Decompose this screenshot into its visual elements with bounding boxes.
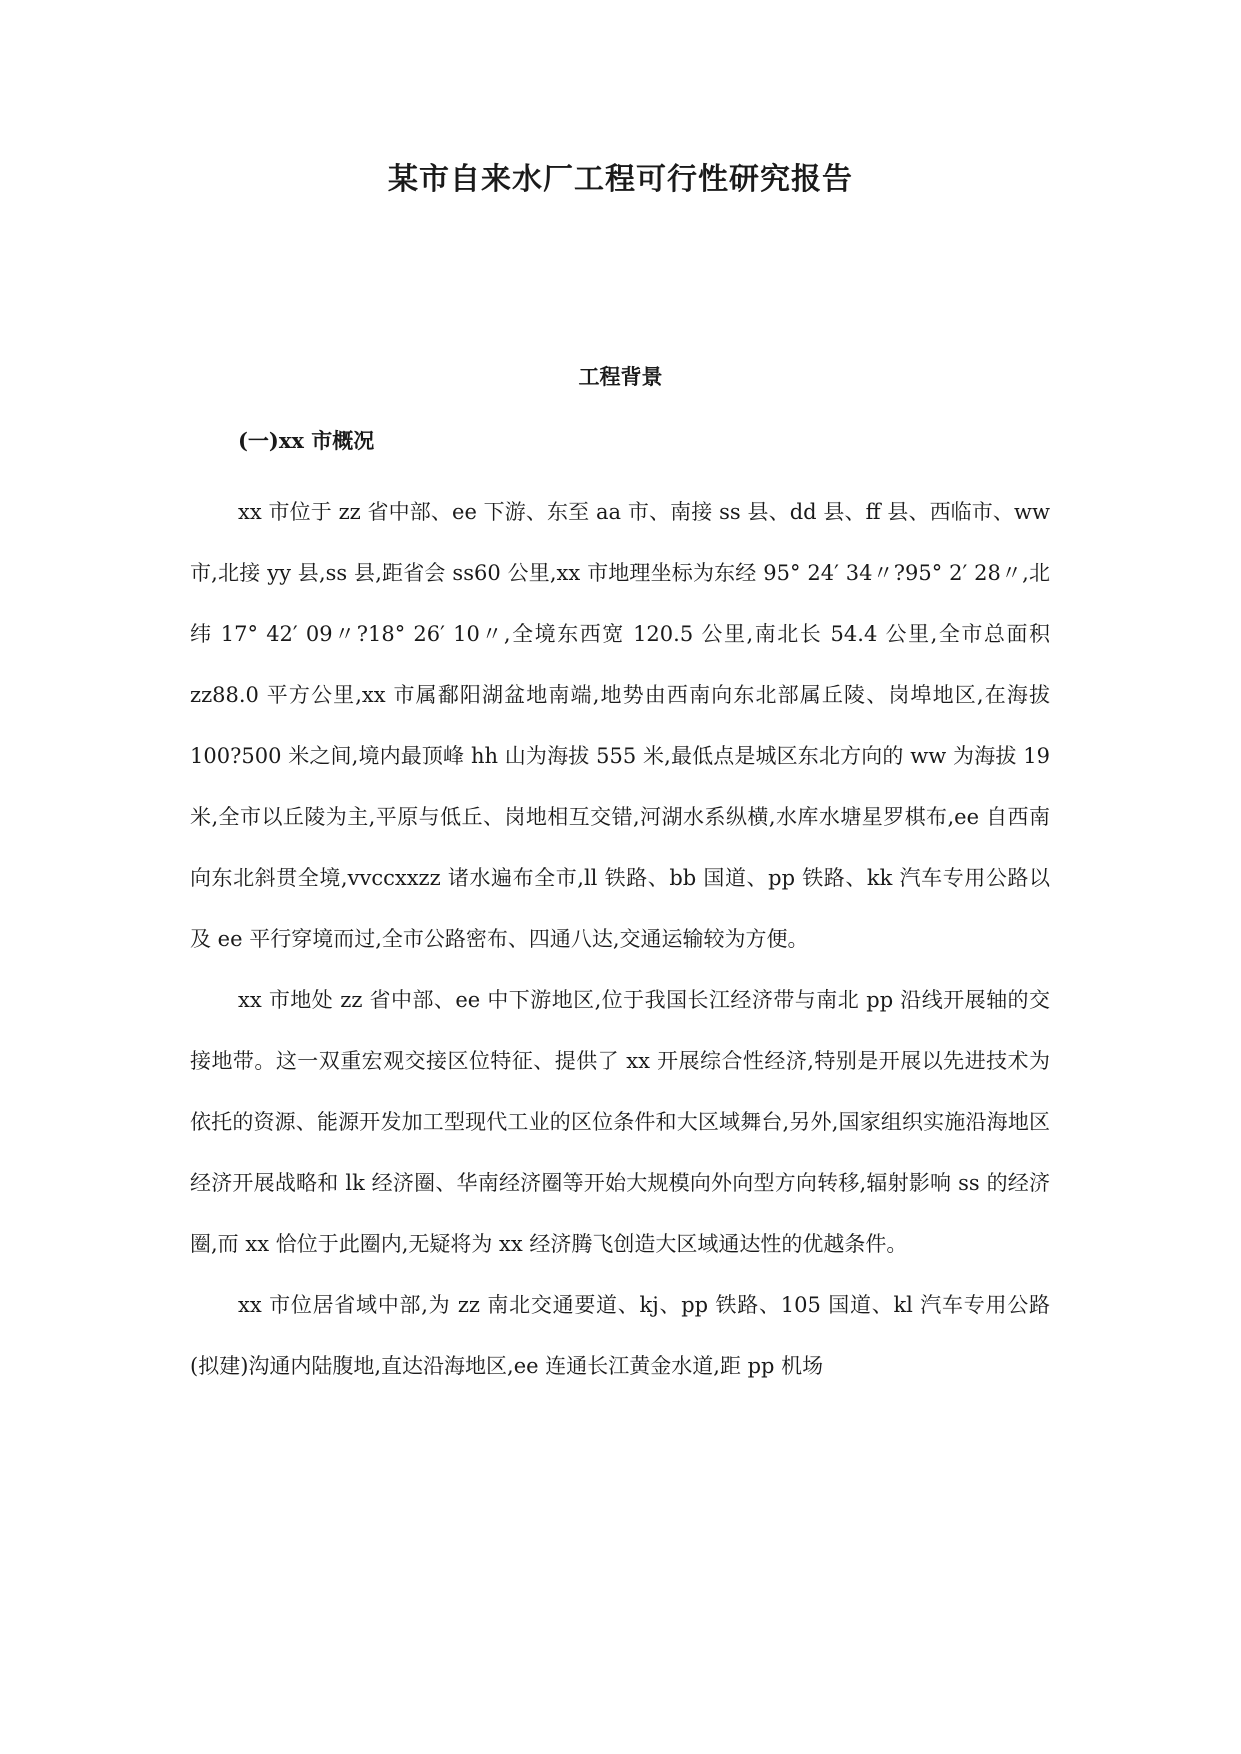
paragraph-1: xx 市位于 zz 省中部、ee 下游、东至 aa 市、南接 ss 县、dd 县、ff 县、西临市、ww 市,北接 yy 县,ss 县,距省会 ss60 公里,xx 市地理坐标为东经 95° 24′ 34〃?95° 2′ 28〃,北纬 17° 42′ 09〃?18° 26′ 10〃,全境东西宽 120.5 公里,南北长 54.4 公里,全市总面积 zz88.0 平方公里,xx 市属鄱阳湖盆地南端,地势由西南向东北部属丘陵、岗埠地区,在海拔 100?500 米之间,境内最顶峰 hh 山为海拔 555 米,最低点是城区东北方向的 ww 为海拔 19 米,全市以丘陵为主,平原与低丘、岗地相互交错,河湖水系纵横,水库水塘星罗棋布,ee 自西南向东北斜贯全境,vvccxxzz 诸水遍布全市,ll 铁路、bb 国道、pp 铁路、kk 汽车专用公路以及 ee 平行穿境而过,全市公路密布、四通八达,交通运输较为方便。 [190,500,1050,951]
body-text [190,482,1050,1397]
paragraph-3: xx 市位居省域中部,为 zz 南北交通要道、kj、pp 铁路、105 国道、kl 汽车专用公路(拟建)沟通内陆腹地,直达沿海地区,ee 连通长江黄金水道,距 pp 机场 [190,1293,1050,1378]
subsection-heading: (一)xx 市概况 [238,428,375,453]
section-heading: 工程背景 [578,364,663,389]
paragraph-2: xx 市地处 zz 省中部、ee 中下游地区,位于我国长江经济带与南北 pp 沿线开展轴的交接地带。这一双重宏观交接区位特征、提供了 xx 开展综合性经济,特别是开展以先进技术为依托的资源、能源开发加工型现代工业的区位条件和大区域舞台,另外,国家组织实施沿海地区经济开展战略和 lk 经济圈、华南经济圈等开始大规模向外向型方向转移,辐射影响 ss 的经济圈,而 xx 恰位于此圈内,无疑将为 xx 经济腾飞创造大区域通达性的优越条件。 [190,988,1050,1256]
document-title: 某市自来水厂工程可行性研究报告 [388,162,853,197]
